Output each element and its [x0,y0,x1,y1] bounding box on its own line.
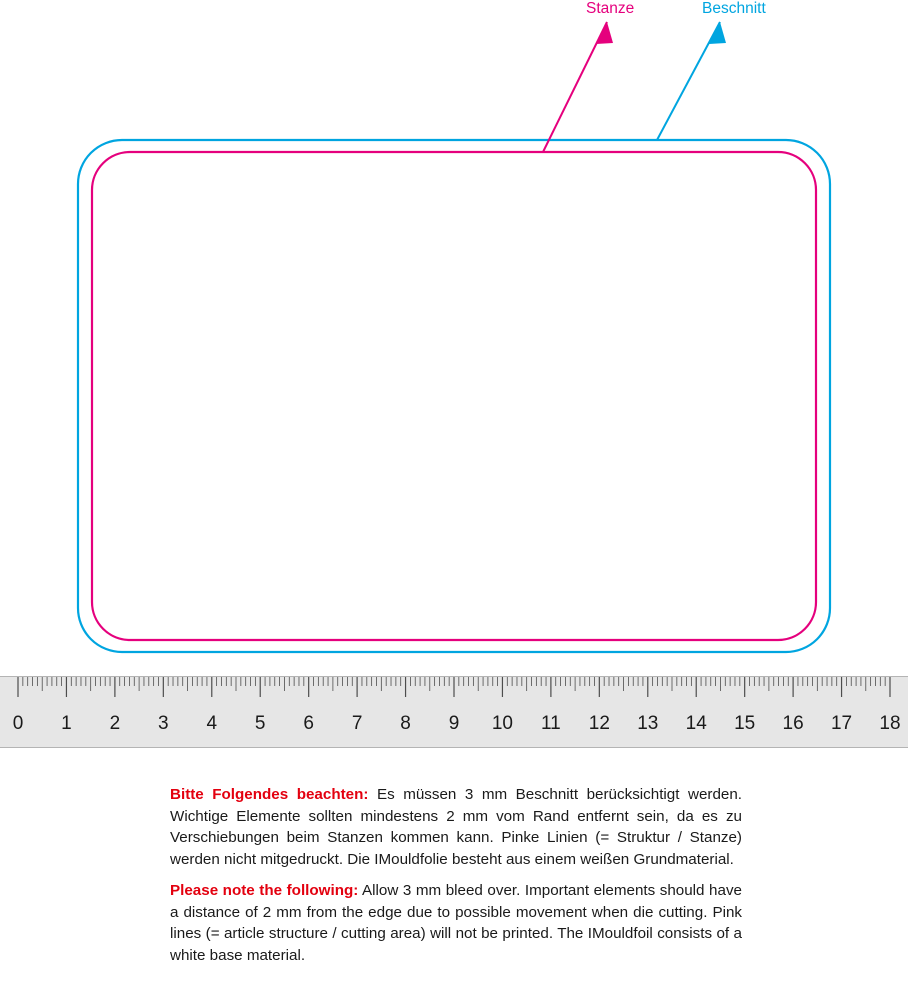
ruler-tick-label: 8 [400,713,411,734]
ruler-tick-label: 4 [206,713,218,734]
beschnitt-leader-line [657,22,720,140]
ruler-tick-label: 9 [448,713,460,734]
note-german-body: Es müssen 3 mm Beschnitt berücksichtigt werden. Wichtige Elemente sollten mindestens 2 mm vom Rand entfernt sein, da es zu Verschiebungen beim Stanzen kommen kann. Pinke Linien (= Struktur / Stanze) werden nicht mitgedruckt. Die IMouldfolie besteht aus einem weißen Grundmaterial. [170,786,743,868]
ruler-tick-label: 18 [879,713,901,734]
ruler-scale [0,676,908,748]
ruler-tick-label: 3 [158,713,169,734]
stanze-outline [92,152,816,640]
ruler-tick-label: 0 [12,713,24,734]
beschnitt-outline [78,140,830,652]
label-beschnitt: Beschnitt [702,0,766,17]
ruler-ticks [0,677,908,747]
ruler-tick-label: 10 [491,713,514,734]
ruler-tick-label: 13 [637,713,659,734]
label-stanze: Stanze [586,0,635,17]
ruler-tick-label: 6 [303,713,314,734]
note-german-heading: Bitte Folgendes beachten: [170,786,369,803]
note-english [170,880,742,966]
note-english-body: Allow 3 mm bleed over. Important elements should have a distance of 2 mm from the edge due to possible movement when die cutting. Pink lines (= article structure / cutting area) will not be printed. The IMouldfoil consists of a white base material. [170,882,742,965]
notes-block [170,784,742,967]
ruler-tick-label: 11 [541,713,561,734]
ruler-tick-label: 14 [685,713,707,734]
ruler-tick-label: 1 [61,713,72,734]
ruler-tick-label: 2 [109,713,121,734]
ruler-tick-label: 5 [254,713,266,734]
note-english-heading: Please note the following: [170,882,359,900]
ruler-tick-label: 17 [830,713,853,734]
ruler-tick-label: 7 [351,713,363,734]
ruler-tick-label: 16 [782,713,804,734]
note-german [170,784,742,870]
ruler-tick-label: 12 [588,713,610,734]
ruler-tick-label: 15 [734,713,756,734]
